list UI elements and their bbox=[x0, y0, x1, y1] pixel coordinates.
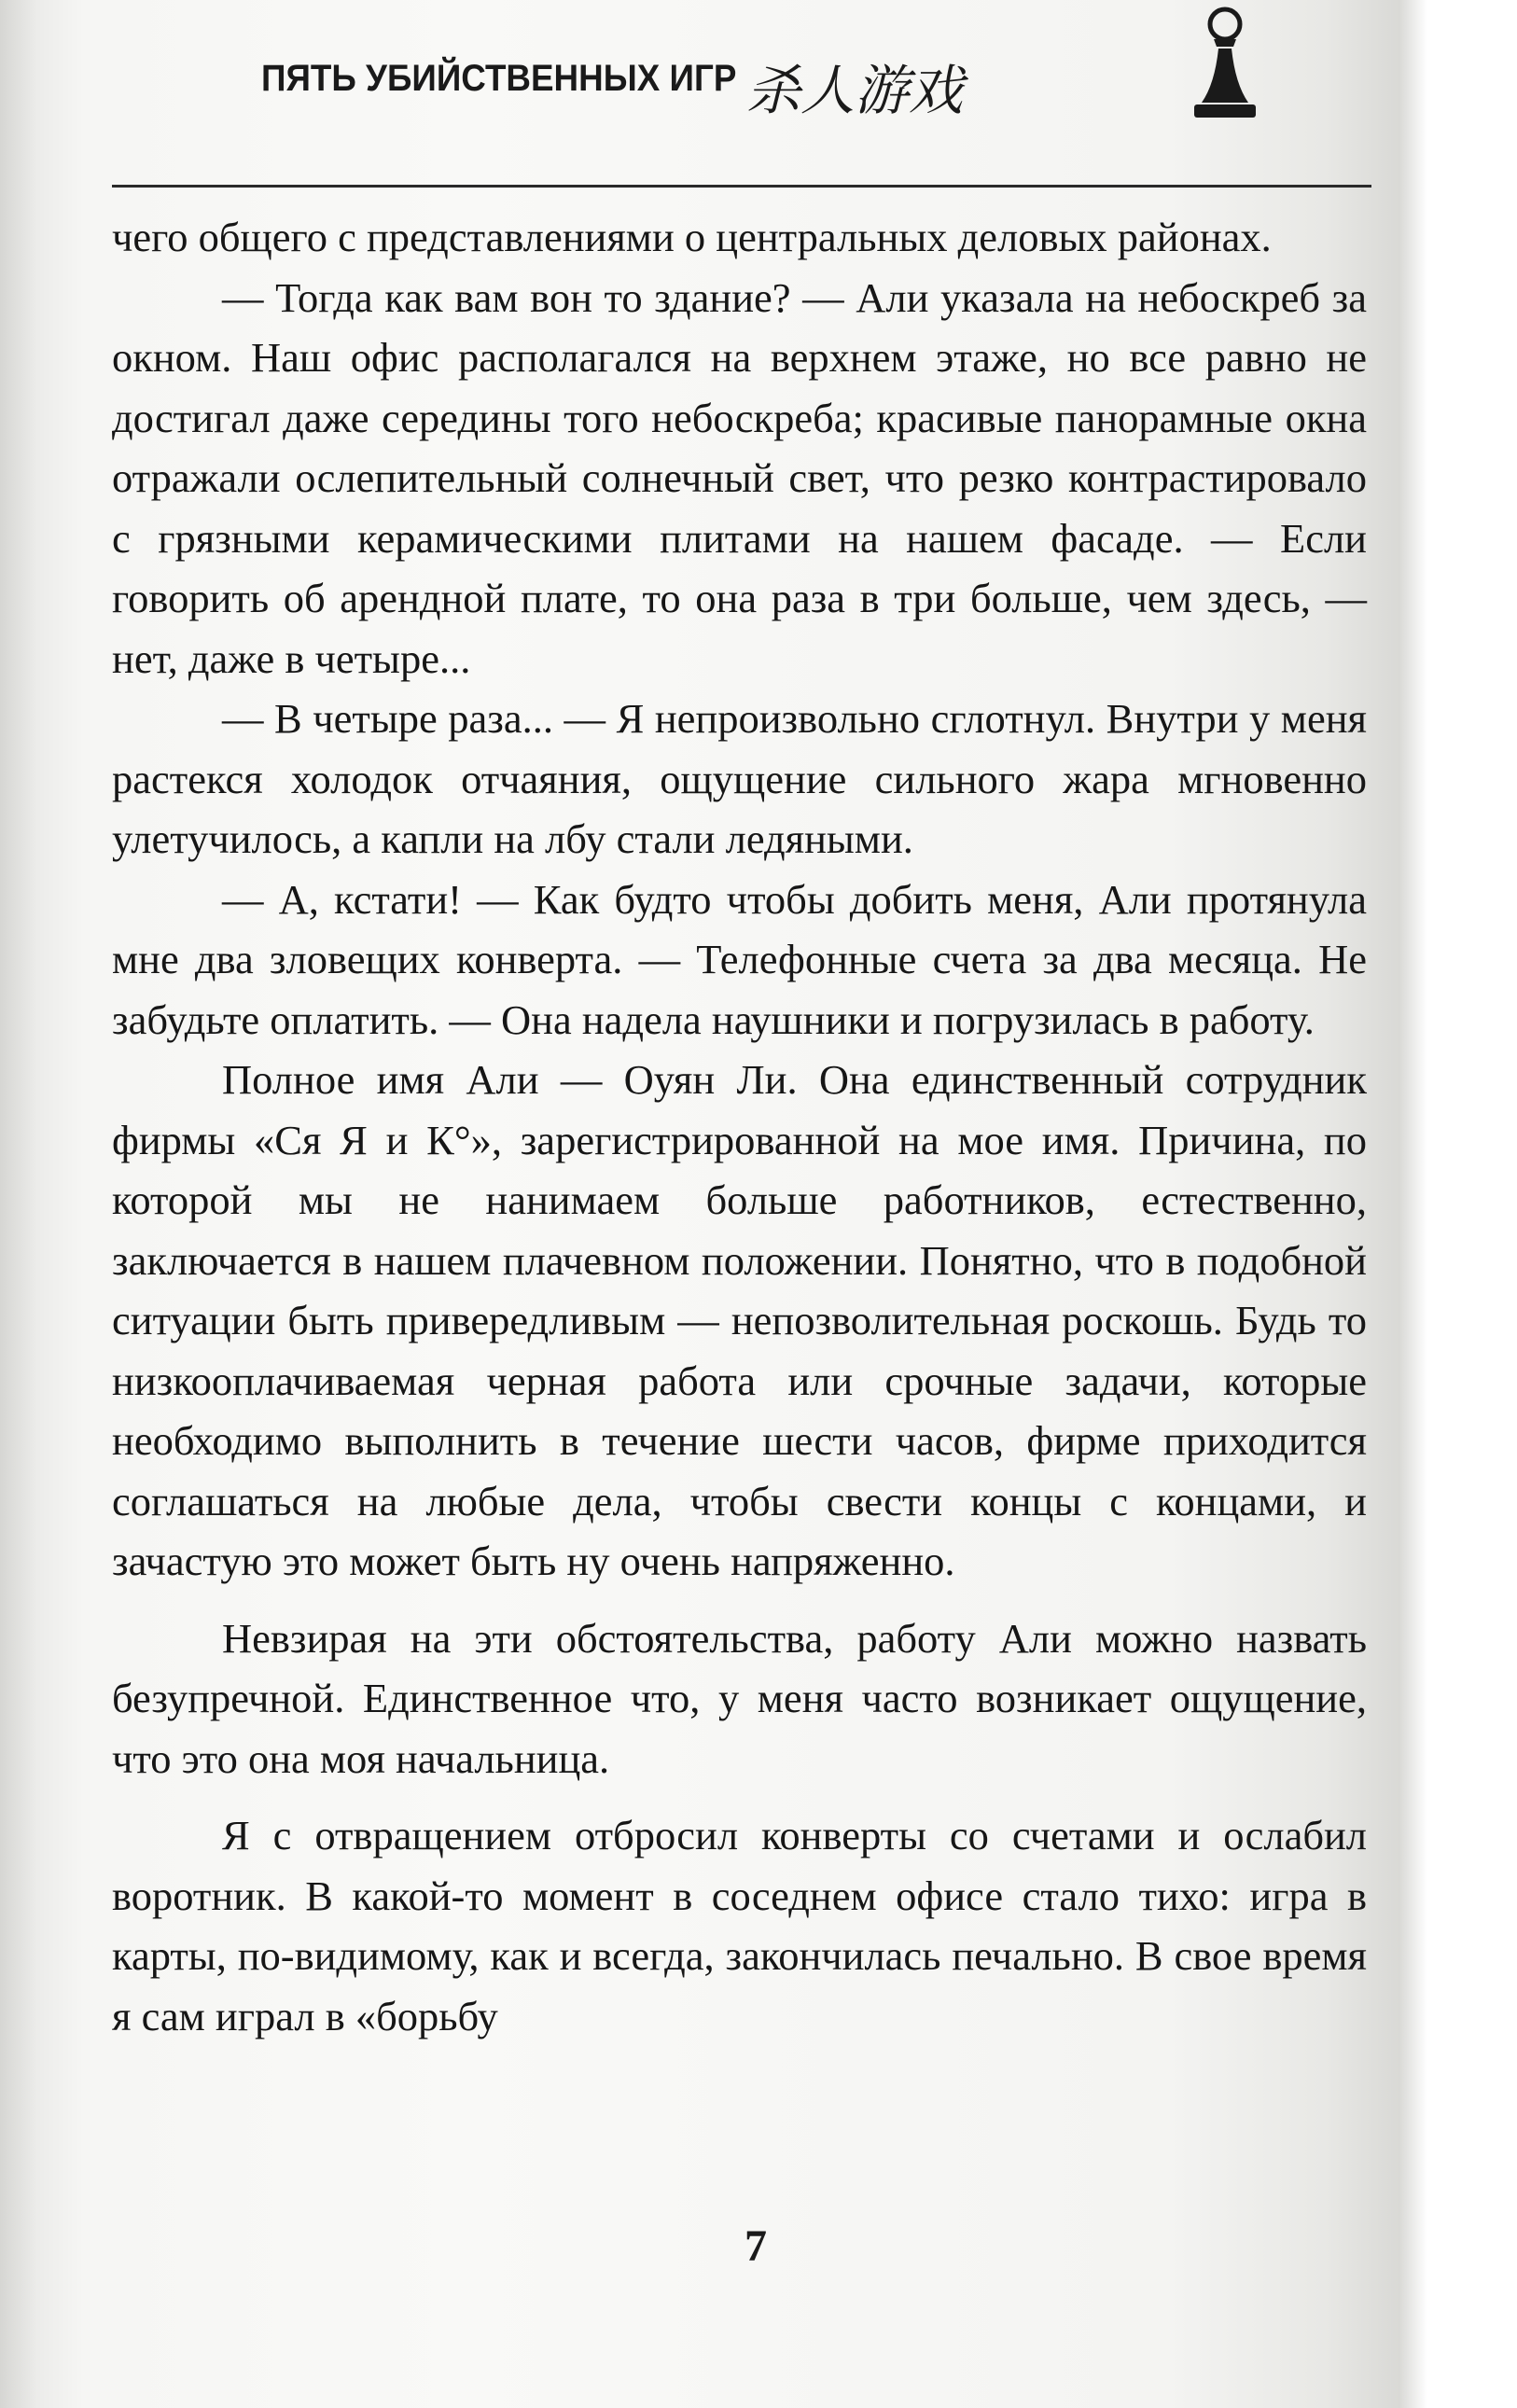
paragraph-6: Невзирая на эти обстоятельства, работу Али можно назвать безупречной. Единственное что, у меня часто возникает ощущение, что это она моя начальница. bbox=[112, 1614, 1367, 1782]
chinese-title: 杀人游戏 bbox=[746, 59, 964, 122]
running-title: ПЯТЬ УБИЙСТВЕННЫХ ИГР bbox=[261, 58, 737, 99]
paragraph-1: чего общего с представлениями о центральных деловых районах. bbox=[112, 214, 1272, 260]
chess-pawn-icon bbox=[1183, 0, 1267, 131]
paragraph-4: — А, кстати! — Как будто чтобы добить меня, Али протянула мне два зловещих конверта. — Телефонные счета за два месяца. Не забудьте оплатить. — Она надела наушники и погрузилась в работу. bbox=[112, 875, 1367, 1043]
page-number: 7 bbox=[745, 2221, 767, 2271]
header-rule bbox=[112, 185, 1371, 188]
paragraph-3: — В четыре раза... — Я непроизвольно сглотнул. Внутри у меня растекся холодок отчаяния, ощущение сильного жара мгновенно улетучилось, а капли на лбу стали ледяными. bbox=[112, 695, 1367, 862]
body-text bbox=[112, 207, 1367, 2046]
paragraph-5: Полное имя Али — Оуян Ли. Она единственный сотрудник фирмы «Ся Я и К°», зарегистрированной на мое имя. Причина, по которой мы не нанимаем больше работников, естественно, заключается в нашем плачевном положении. Понятно, что в подобной ситуации быть привередливым — непозволительная роскошь. Будь то низкооплачиваемая черная работа или срочные задачи, которые необходимо выполнить в течение шести часов, фирме приходится соглашаться на любые дела, чтобы свести концы с концами, и зачастую это может быть ну очень напряженно. bbox=[112, 1056, 1367, 1584]
paragraph-7: Я с отвращением отбросил конверты со счетами и ослабил воротник. В какой-то момент в соседнем офисе стало тихо: игра в карты, по-видимому, как и всегда, закончилась печально. В свое время я сам играл в «борьбу bbox=[112, 1812, 1367, 2039]
paragraph-2: — Тогда как вам вон то здание? — Али указала на небоскреб за окном. Наш офис располагался на верхнем этаже, но все равно не достигал даже середины того небоскреба; красивые панорамные окна отражали ослепительный солнечный свет, что резко контрастировало с грязными керамическими плитами на нашем фасаде. — Если говорить об арендной плате, то она раза в три больше, чем здесь, — нет, даже в четыре... bbox=[112, 273, 1367, 682]
